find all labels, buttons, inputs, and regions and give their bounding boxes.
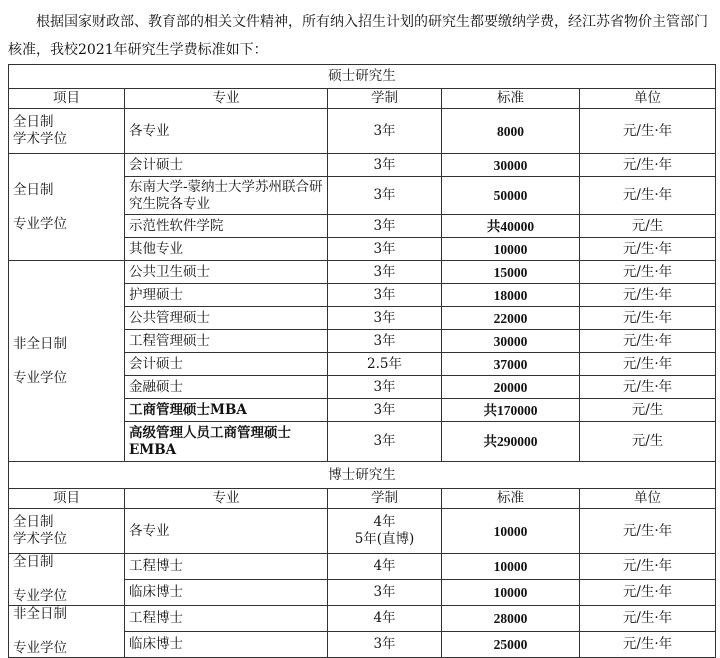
unit-cell: 元/生·年 bbox=[580, 109, 716, 154]
fee-cell: 25000 bbox=[442, 632, 580, 658]
major-cell: 各专业 bbox=[125, 109, 328, 154]
unit-cell: 元/生·年 bbox=[580, 177, 716, 215]
column-header: 学制 bbox=[328, 89, 442, 109]
duration-cell: 4年 5年(直博) bbox=[328, 509, 442, 554]
unit-cell: 元/生·年 bbox=[580, 154, 716, 177]
unit-cell: 元/生·年 bbox=[580, 284, 716, 307]
duration-cell: 3年 bbox=[328, 284, 442, 307]
section-title: 硕士研究生 bbox=[9, 65, 716, 89]
major-cell: 工程博士 bbox=[125, 554, 328, 580]
fee-cell: 28000 bbox=[442, 606, 580, 632]
fee-cell: 10000 bbox=[442, 580, 580, 606]
major-cell: 工商管理硕士MBA bbox=[125, 399, 328, 422]
major-cell: 工程博士 bbox=[125, 606, 328, 632]
duration-cell: 3年 bbox=[328, 261, 442, 284]
column-header: 专业 bbox=[125, 489, 328, 509]
duration-cell: 3年 bbox=[328, 177, 442, 215]
major-cell: 临床博士 bbox=[125, 632, 328, 658]
column-header: 标准 bbox=[442, 489, 580, 509]
category-cell: 全日制 专业学位 bbox=[9, 154, 125, 261]
unit-cell: 元/生·年 bbox=[580, 580, 716, 606]
column-header: 标准 bbox=[442, 89, 580, 109]
section-title: 博士研究生 bbox=[9, 462, 716, 489]
table-row bbox=[9, 109, 716, 154]
category-cell: 全日制 学术学位 bbox=[9, 109, 125, 154]
fee-cell: 8000 bbox=[442, 109, 580, 154]
major-cell: 临床博士 bbox=[125, 580, 328, 606]
header-row bbox=[9, 489, 716, 509]
section-title-row bbox=[9, 462, 716, 489]
unit-cell: 元/生 bbox=[580, 215, 716, 238]
tuition-table bbox=[8, 64, 716, 658]
unit-cell: 元/生 bbox=[580, 399, 716, 422]
duration-cell: 3年 bbox=[328, 238, 442, 261]
major-cell: 东南大学-蒙纳士大学苏州联合研究生院各专业 bbox=[125, 177, 328, 215]
major-cell: 其他专业 bbox=[125, 238, 328, 261]
duration-cell: 3年 bbox=[328, 422, 442, 462]
fee-cell: 50000 bbox=[442, 177, 580, 215]
duration-cell: 3年 bbox=[328, 154, 442, 177]
unit-cell: 元/生·年 bbox=[580, 554, 716, 580]
major-cell: 各专业 bbox=[125, 509, 328, 554]
major-cell: 示范性软件学院 bbox=[125, 215, 328, 238]
duration-cell: 3年 bbox=[328, 109, 442, 154]
table-row bbox=[9, 261, 716, 284]
duration-cell: 2.5年 bbox=[328, 353, 442, 376]
duration-cell: 3年 bbox=[328, 376, 442, 399]
unit-cell: 元/生·年 bbox=[580, 261, 716, 284]
unit-cell: 元/生·年 bbox=[580, 307, 716, 330]
category-cell: 全日制 学术学位 bbox=[9, 509, 125, 554]
fee-cell: 30000 bbox=[442, 154, 580, 177]
unit-cell: 元/生·年 bbox=[580, 509, 716, 554]
duration-cell: 4年 bbox=[328, 606, 442, 632]
table-row bbox=[9, 606, 716, 632]
major-cell: 工程管理硕士 bbox=[125, 330, 328, 353]
duration-cell: 3年 bbox=[328, 580, 442, 606]
duration-cell: 3年 bbox=[328, 215, 442, 238]
table-row bbox=[9, 154, 716, 177]
fee-cell: 共40000 bbox=[442, 215, 580, 238]
unit-cell: 元/生·年 bbox=[580, 353, 716, 376]
unit-cell: 元/生 bbox=[580, 422, 716, 462]
column-header: 学制 bbox=[328, 489, 442, 509]
fee-cell: 10000 bbox=[442, 238, 580, 261]
intro-text: 根据国家财政部、教育部的相关文件精神，所有纳入招生计划的研究生都要缴纳学费，经江苏省物价主管部门核准，我校2021年研究生学费标准如下： bbox=[8, 14, 708, 58]
fee-cell: 15000 bbox=[442, 261, 580, 284]
unit-cell: 元/生·年 bbox=[580, 330, 716, 353]
column-header: 单位 bbox=[580, 89, 716, 109]
section-title-row bbox=[9, 65, 716, 89]
table-row bbox=[9, 554, 716, 580]
intro-paragraph bbox=[8, 8, 720, 64]
unit-cell: 元/生·年 bbox=[580, 606, 716, 632]
fee-cell: 20000 bbox=[442, 376, 580, 399]
category-cell: 非全日制 专业学位 bbox=[9, 606, 125, 658]
table-row bbox=[9, 509, 716, 554]
major-cell: 护理硕士 bbox=[125, 284, 328, 307]
fee-cell: 18000 bbox=[442, 284, 580, 307]
major-cell: 会计硕士 bbox=[125, 353, 328, 376]
major-cell: 公共卫生硕士 bbox=[125, 261, 328, 284]
major-cell: 公共管理硕士 bbox=[125, 307, 328, 330]
unit-cell: 元/生·年 bbox=[580, 632, 716, 658]
major-cell: 会计硕士 bbox=[125, 154, 328, 177]
duration-cell: 4年 bbox=[328, 554, 442, 580]
category-cell: 非全日制 专业学位 bbox=[9, 261, 125, 462]
duration-cell: 3年 bbox=[328, 632, 442, 658]
major-cell: 金融硕士 bbox=[125, 376, 328, 399]
fee-cell: 10000 bbox=[442, 554, 580, 580]
duration-cell: 3年 bbox=[328, 307, 442, 330]
duration-cell: 3年 bbox=[328, 330, 442, 353]
fee-cell: 10000 bbox=[442, 509, 580, 554]
fee-cell: 37000 bbox=[442, 353, 580, 376]
category-cell: 全日制 专业学位 bbox=[9, 554, 125, 606]
unit-cell: 元/生·年 bbox=[580, 238, 716, 261]
major-cell: 高级管理人员工商管理硕士EMBA bbox=[125, 422, 328, 462]
column-header: 项目 bbox=[9, 89, 125, 109]
fee-cell: 22000 bbox=[442, 307, 580, 330]
fee-cell: 30000 bbox=[442, 330, 580, 353]
column-header: 专业 bbox=[125, 89, 328, 109]
header-row bbox=[9, 89, 716, 109]
column-header: 单位 bbox=[580, 489, 716, 509]
fee-cell: 共170000 bbox=[442, 399, 580, 422]
fee-cell: 共290000 bbox=[442, 422, 580, 462]
unit-cell: 元/生·年 bbox=[580, 376, 716, 399]
duration-cell: 3年 bbox=[328, 399, 442, 422]
column-header: 项目 bbox=[9, 489, 125, 509]
